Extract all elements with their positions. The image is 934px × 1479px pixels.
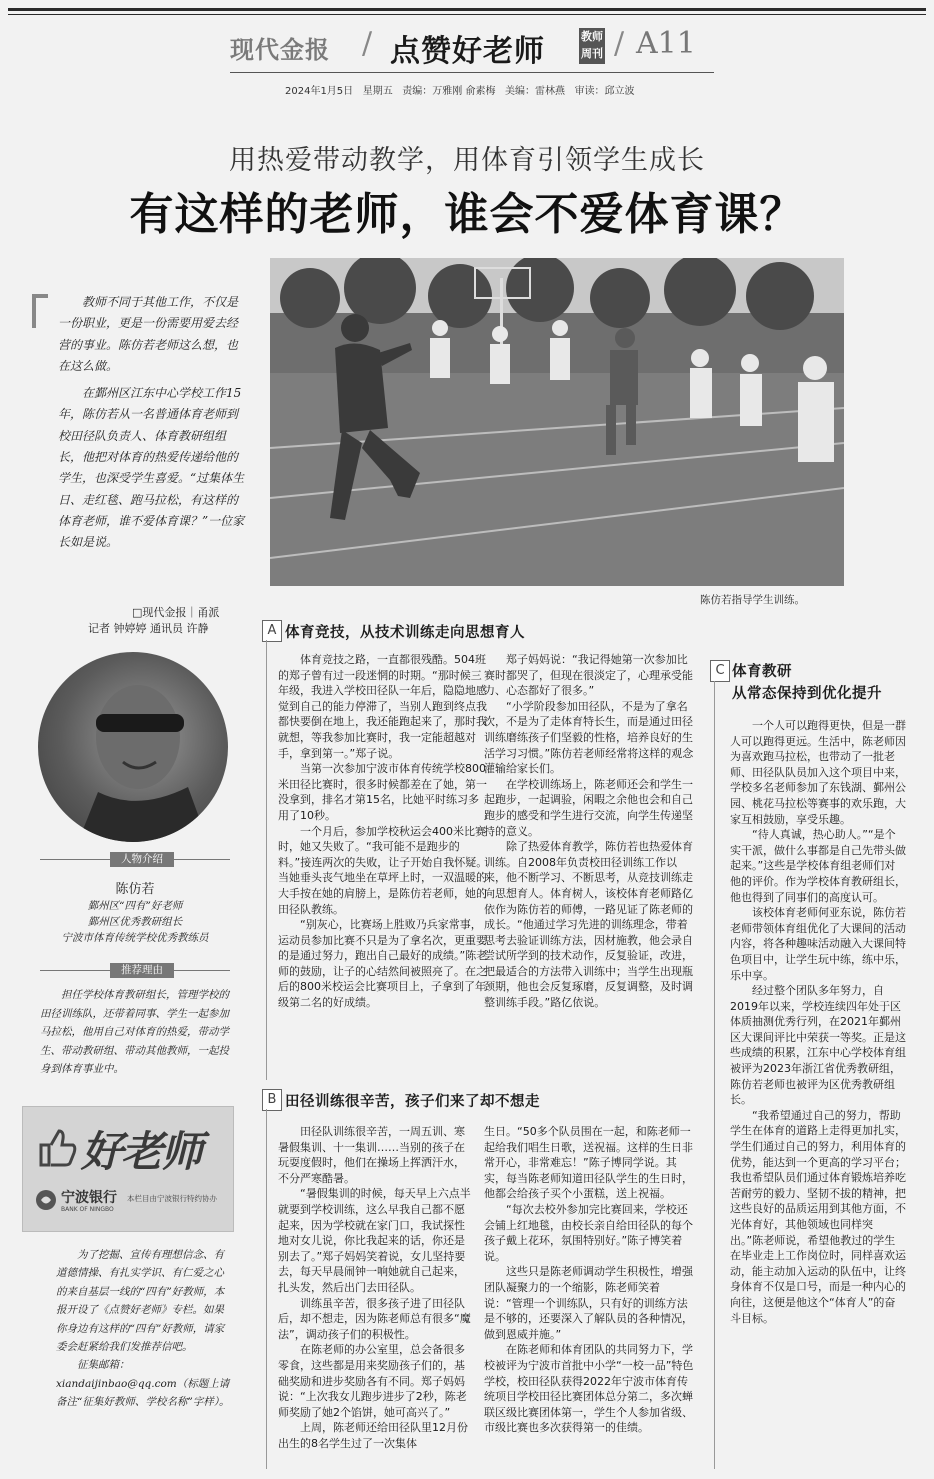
b2-p2: “每次去校外参加完比赛回来，学校还会铺上红地毯，由校长亲自给田径队的每个孩子戴上花环，氛围特别好。”陈子博笑着说。 [484,1202,693,1263]
portrait-photo [38,652,228,842]
section-b-column-2 [484,1124,694,1476]
a1-p2: 当第一次参加宁波市体育传统学校800米田径比赛时，很多时候都差在了她，第一没拿到，排名才第15名，比她平时练习多用了10秒。 [278,762,487,822]
header-underline [230,72,714,73]
training-photo-illustration [270,258,844,586]
bank-name: 宁波银行 [61,1190,117,1206]
ad-tagline: 本栏目由宁波银行特约协办 [127,1194,217,1203]
section-b-letter: B [262,1089,282,1111]
intro-paragraph-1: 教师不同于其他工作，不仅是一份职业，更是一份需要用爱去经营的事业。陈仿若老师这么想，也在这么做。 [58,295,239,373]
section-c-title-line2: 从常态保持到优化提升 [732,686,882,702]
c-p1: 一个人可以跑得更快，但是一群人可以跑得更远。生活中，陈老师因为喜欢跑马拉松，也带动了一批老师、田径队队员加入这个项目中来，学校多名老师参加了东钱湖、鄞州公园、桃花马拉松等赛事的欢乐跑，大家互相鼓励，享受乐趣。 [730,719,906,826]
a1-p1: 体育竞技之路，一直都很残酷。504班的郑子曾有过一段迷惘的时期。“那时候三年级，我进入学校田径队一年后，隐隐地感觉到自己的能力停滞了，当别人跑到终点我都快要倒在地上，我还能跑起来了，那时我就想，等我参加比赛时，我一定能超越对手，拿到第一。”郑子说。 [278,653,487,760]
a2-p4: 除了热爱体育教学，陈仿若也热爱体育训练。自2008年负责校田径训练工作以来，他不断学习、不断思考，从竞技训练走向思想育人。体育树人，该校体育老师路亿依作为陈仿若的师傅，一路见证了陈老师的成长。“他通过学习先进的训练理念，带着思考去验证训练方法，因材施教，他会录自尝试所学到的技术动作，反复验证，改进，把最适合的方法带入训练中；当学生出现瓶颈期，他也会反复琢磨，反复调整，及时调整训练手段。”路亿依说。 [484,840,693,1010]
a2-p2: “小学阶段参加田径队，不是为了拿名次，不是为了走体育特长生，而是通过田径训练磨练孩子们坚毅的性格，培养良好的生活学习习惯。”陈仿若老师经常将这样的观念灌输给家长们。 [484,699,694,776]
reason-text [40,986,230,1079]
bank-english-name: BANK OF NINGBO [61,1206,114,1213]
header-slash-2: / [614,26,625,61]
proofreader: 审读：邱立波 [574,86,635,97]
a1-p3: 一个月后，参加学校秋运会400米比赛时，她又失败了。“我可能不是跑步的料。”接连两次的失败，让子开始自我怀疑。当她垂头丧气地坐在草坪上时，一双温暖的大手按在她的肩膀上，是陈仿若老师，她的田径队教练。 [278,824,488,916]
b1-p3: 训练虽辛苦，很多孩子进了田径队后，却不想走，因为陈老师总有很多“魔法”，调动孩子们的积极性。 [278,1296,471,1341]
weekly-tag-line1: 教师 [581,30,603,43]
profile-label: 人物介绍 [110,852,174,867]
a2-p3: 在学校训练场上，陈老师还会和学生一起跑步，一起调验，闲暇之余他也会和自己跑步的感受和学生进行交流，向学生传递坚持的意义。 [484,777,693,838]
intro-source: □现代金报｜甬派 [132,606,220,619]
b1-p5: 上周，陈老师还给田径队里12月份出生的8名学生过了一次集体 [278,1421,468,1450]
weekly-tag-line2: 周刊 [581,47,603,60]
profile-name: 陈仿若 [115,882,155,897]
date: 2024年1月5日 [285,86,354,97]
reason-label: 推荐理由 [110,963,174,978]
photo-caption: 陈仿若指导学生训练。 [700,594,805,606]
a1-p4: “别灰心，比赛场上胜败乃兵家常事，运动员参加比赛不只是为了拿名次，更重要的是通过努力，跑出自己最好的成绩。”陈老师的鼓励，让子的心结然间被照亮了。在之后的800米校运会比赛项目上，子拿到了年级第二名的好成绩。 [278,918,488,1010]
b2-p3: 这些只是陈老师调动学生积极性，增强团队凝聚力的一个缩影，陈老师笑着说：“管理一个训练队，只有好的训练方法是不够的，还要深入了解队员的各种情况，做到恩威并施。” [484,1265,693,1341]
section-a-vline [266,640,267,1080]
ad-slogan: 好老师 [81,1127,202,1176]
section-c-letter: C [710,660,730,682]
headline-subtitle: 用热爱带动教学，用体育引领学生成长 [229,145,705,176]
profile-title-3: 宁波市体育传统学校优秀教练员 [61,932,209,944]
weekly-tag [579,28,605,64]
b2-p1: 生日。“50多个队员围在一起，和陈老师一起给我们唱生日歌，送祝福。这样的生日非常开心，非常难忘！”陈子博同学说。其实，每当陈老师知道田径队学生的生日时，他都会给孩子买个小蛋糕，送上祝福。 [484,1125,693,1201]
b2-p4: 在陈老师和体育团队的共同努力下，学校被评为宁波市首批中小学“一校一品”特色学校，校田径队获得2022年宁波市体育传统项目学校田径比赛团体总分第二，多次蝉联区级比赛团体第一，学生个人参加省级、市级比赛也多次获得第一的佳绩。 [484,1343,694,1435]
paper-name: 现代金报 [230,35,330,64]
intro-reporter: 记者 钟婷婷 通讯员 许静 [88,622,209,635]
top-rule-thin [8,14,926,15]
editors: 责编：万雅刚 俞素梅 [402,86,496,97]
section-c-title-line1: 体育教研 [732,664,792,680]
section-b-vline [266,1109,267,1469]
headline-title: 有这样的老师，谁会不爱体育课？ [129,189,805,240]
c-p2: “待人真诚，热心助人。”“是个实干派，做什么事都是自己先带头做起来。”这些是学校体育组老师们对他的评价。作为学校体育教研组长，他也得到了同事们的高度认可。 [730,828,906,904]
profile-titles [40,898,230,946]
section-title: 点赞好老师 [390,34,545,69]
call-email: 征集邮箱：xiandaijinbao@qq.com（标题上请备注“征集好教师、学校名称”字样）。 [56,1359,230,1409]
section-a-letter: A [262,620,282,642]
profile-title-2: 鄞州区优秀教研组长 [87,916,183,928]
portrait-illustration [38,652,228,842]
section-a-title: 体育竞技，从技术训练走向思想育人 [285,625,525,641]
thumbs-up-icon [37,1127,77,1167]
c-p5: “我希望通过自己的努力，帮助学生在体育的道路上走得更加扎实，学生们通过自己的努力，利用体育的优势，能达到一个更高的学习平台；我也希望队员们通过体育锻炼培养吃苦耐劳的毅力、坚韧不拔的精神，把这些良好的品质运用到其他方面，不光体育好，其他领域也同样突出。”陈老师说，希望他教过的学生在毕业走上工作岗位时，同样喜欢运动，能主动加入运动的队伍中，让终身体育不仅是口号，而是一种内心的向往，这便是他这个“体育人”的奋斗目标。 [730,1108,906,1325]
section-a-column-1 [278,652,488,1082]
section-c-column [730,718,906,1474]
c-p4: 经过整个团队多年努力，自2019年以来，学校连续四年处于区体质抽测优秀行列，在2021年鄞州区大课间评比中荣获一等奖。正是这些成绩的积累，江东中心学校体育组被评为2023年浙江省优秀教研组，陈仿若老师也被评为区优秀教研组长。 [730,984,906,1107]
intro-paragraph-2: 在鄞州区江东中心学校工作15年，陈仿若从一名普通体育老师到校田径队负责人、体育教研组组长，他把对体育的热爱传递给他的学生，也深受学生喜爱。“过集体生日、走红毯、跑马拉松，有这样的体育老师，谁不爱体育课？”一位家长如是说。 [58,386,245,550]
call-for-nominations [56,1246,232,1412]
page-number: A11 [636,26,696,61]
intro-text [58,292,246,554]
c-p3: 该校体育老师何亚东说，陈仿若老师带领体育组优化了大课间的活动内容，将各种趣味活动融入大课间特色项目中，让学生玩中练，练中乐，乐中享。 [730,906,906,982]
bank-ad [22,1106,234,1232]
weekday: 星期五 [362,86,393,97]
call-text: 为了挖掘、宣传有理想信念、有道德情操、有扎实学识、有仁爱之心的来自基层一线的“四有”好教师，本报开设了《点赞好老师》专栏。如果你身边有这样的“四有”好教师，请家委会赶紧给我们发推荐信吧。 [56,1249,225,1354]
intro-bracket [32,294,48,328]
section-a-column-2 [484,652,694,1082]
section-c-vline [714,681,715,1469]
training-photo [270,258,844,586]
header-slash: / [362,26,373,61]
dateline [285,82,635,97]
profile-title-1: 鄞州区“四有”好老师 [87,900,183,912]
bank-logo-icon [35,1189,57,1211]
b1-p4: 在陈老师的办公室里，总会备很多零食，这些都是用来奖励孩子们的，基础奖励和进步奖励各有不同。郑子妈妈说：“上次我女儿跑步进步了2秒，陈老师奖励了她2个馅饼，她可高兴了。” [278,1343,467,1419]
section-b-title: 田径训练很辛苦，孩子们来了却不想走 [285,1094,540,1110]
b1-p2: “暑假集训的时候，每天早上六点半就要到学校训练，这么早我自己都不愿起来，因为学校就在家门口，我试探性地对女儿说，你比我起来的话，你还是别去了。”郑子妈妈笑着说，女儿坚持要去，每天早晨闹钟一响她就自己起来，扎头发，然后出门去田径队。 [278,1187,471,1294]
b1-p1: 田径队训练很辛苦，一周五训、寒暑假集训、十一集训……当别的孩子在玩耍度假时，他们在操场上挥洒汗水，不分严寒酷暑。 [278,1125,465,1185]
a2-p1: 郑子妈妈说：“我记得她第一次参加比赛时都哭了，但现在很淡定了，心理承受能力、心态都好了很多。” [484,653,693,698]
top-rule [8,8,926,11]
reason-paragraph: 担任学校体育教研组长，管理学校的田径训练队，还带着同事、学生一起参加马拉松，他用自己对体育的热爱，带动学生、带动教研组、带动其他教师，一起投身到体育事业中。 [40,989,229,1076]
designer: 美编：雷林燕 [505,86,566,97]
section-b-column-1 [278,1124,474,1476]
